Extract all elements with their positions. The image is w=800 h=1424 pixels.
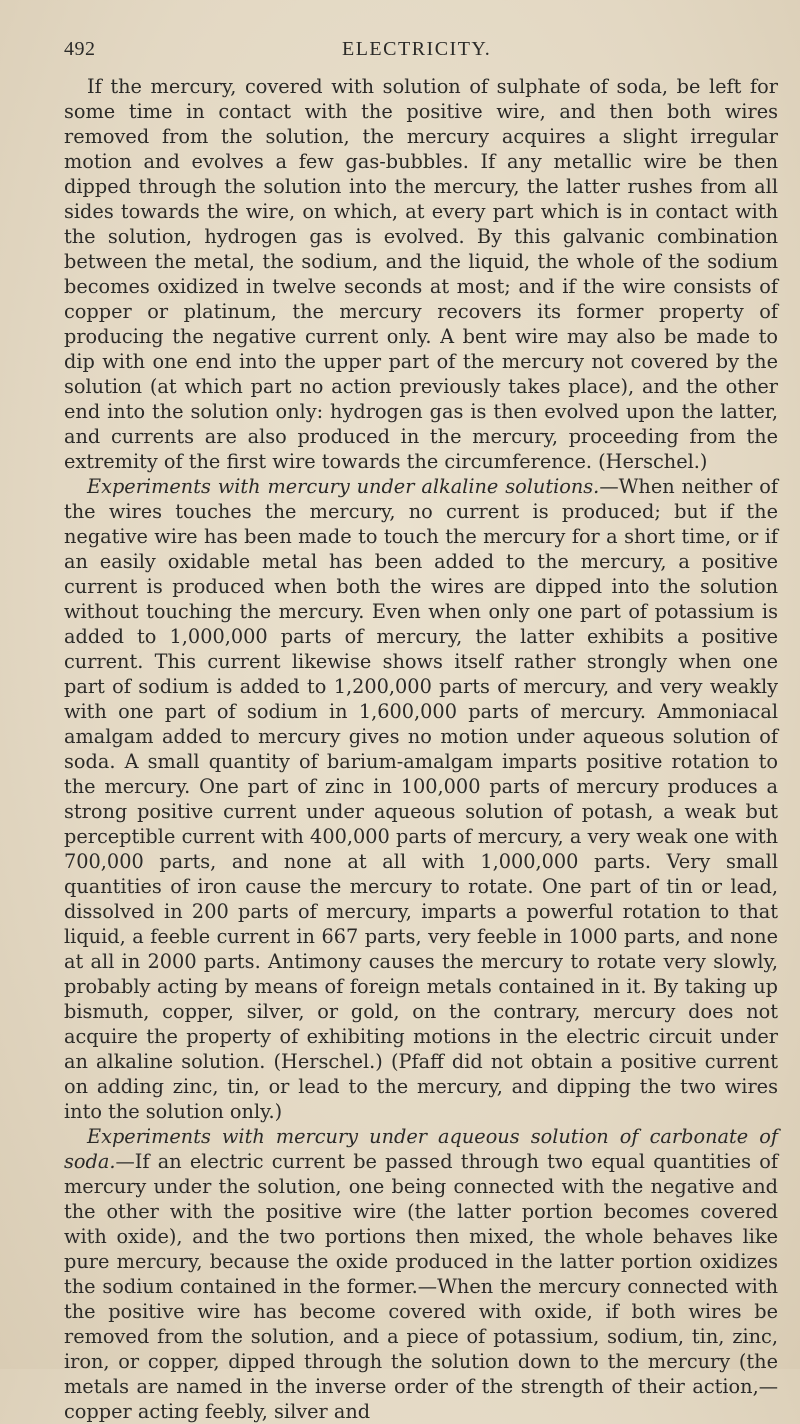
running-title: ELECTRICITY. xyxy=(342,38,492,60)
body-text xyxy=(64,74,778,1424)
paragraph-text: If the mercury, covered with solution of sulphate of soda, be left for some time in contact with the positive wire, and then both wires removed from the solution, the mercury acquires a slight irregular motion and evolves a few gas-bubbles. If any metallic wire be then dipped through the solution into the mercury, the latter rushes from all sides towards the wire, on which, at every part which is in contact with the solution, hydrogen gas is evolved. By this galvanic combination between the metal, the sodium, and the liquid, the whole of the sodium becomes oxidized in twelve seconds at most; and if the wire consists of copper or platinum, the mercury recovers its former property of producing the negative current only. A bent wire may also be made to dip with one end into the upper part of the mercury not covered by the solution (at which part no action previously takes place), and the other end into the solution only: hydrogen gas is then evolved upon the latter, and currents are also produced in the mercury, proceeding from the extremity of the first wire towards the circumference. (Herschel.) xyxy=(64,75,778,473)
paragraph-alkaline-solutions xyxy=(64,474,778,1124)
running-head xyxy=(64,38,778,64)
paragraph-text: —When neither of the wires touches the mercury, no current is produced; but if the negative wire has been made to touch the mercury for a short time, or if an easily oxidable metal has been added to the mercury, a positive current is produced when both the wires are dipped into the solution without touching the mercury. Even when only one part of potassium is added to 1,000,000 parts of mercury, the latter exhibits a positive current. This current likewise shows itself rather strongly when one part of sodium is added to 1,200,000 parts of mercury, and very weakly with one part of sodium in 1,600,000 parts of mercury. Ammoniacal amalgam added to mercury gives no motion under aqueous solution of soda. A small quantity of barium-amalgam imparts positive rotation to the mercury. One part of zinc in 100,000 parts of mercury produces a strong positive current under aqueous solution of potash, a weak but perceptible current with 400,000 parts of mercury, a very weak one with 700,000 parts, and none at all with 1,000,000 parts. Very small quantities of iron cause the mercury to rotate. One part of tin or lead, dissolved in 200 parts of mercury, imparts a powerful rotation to that liquid, a feeble current in 667 parts, very feeble in 1000 parts, and none at all in 2000 parts. Antimony causes the mercury to rotate very slowly, probably acting by means of foreign metals contained in it. By taking up bismuth, copper, silver, or gold, on the contrary, mercury does not acquire the property of exhibiting motions in the electric circuit under an alkaline solution. (Herschel.) (Pfaff did not obtain a positive current on adding zinc, tin, or lead to the mercury, and dipping the two wires into the solution only.) xyxy=(64,475,779,1123)
book-page xyxy=(64,38,778,1424)
section-heading: Experiments with mercury under aqueous solution of carbonate of soda. xyxy=(64,1125,778,1173)
section-heading: Experiments with mercury under alkaline solutions. xyxy=(87,475,600,498)
paragraph-mercury-sulphate-soda xyxy=(64,74,778,474)
paragraph-text: —If an electric current be passed through two equal quantities of mercury under the solution, one being connected with the negative and the other with the positive wire (the latter portion becomes covered with oxide), and the two portions then mixed, the whole behaves like pure mercury, because the oxide produced in the latter portion oxidizes the sodium contained in the former.—When the mercury connected with the positive wire has become covered with oxide, if both wires be removed from the solution, and a piece of potassium, sodium, tin, zinc, iron, or copper, dipped through the solution down to the mercury (the metals are named in the inverse order of the strength of their action,—copper acting feebly, silver and xyxy=(64,1150,778,1423)
paragraph-carbonate-of-soda xyxy=(64,1124,778,1424)
page-number: 492 xyxy=(64,38,96,60)
